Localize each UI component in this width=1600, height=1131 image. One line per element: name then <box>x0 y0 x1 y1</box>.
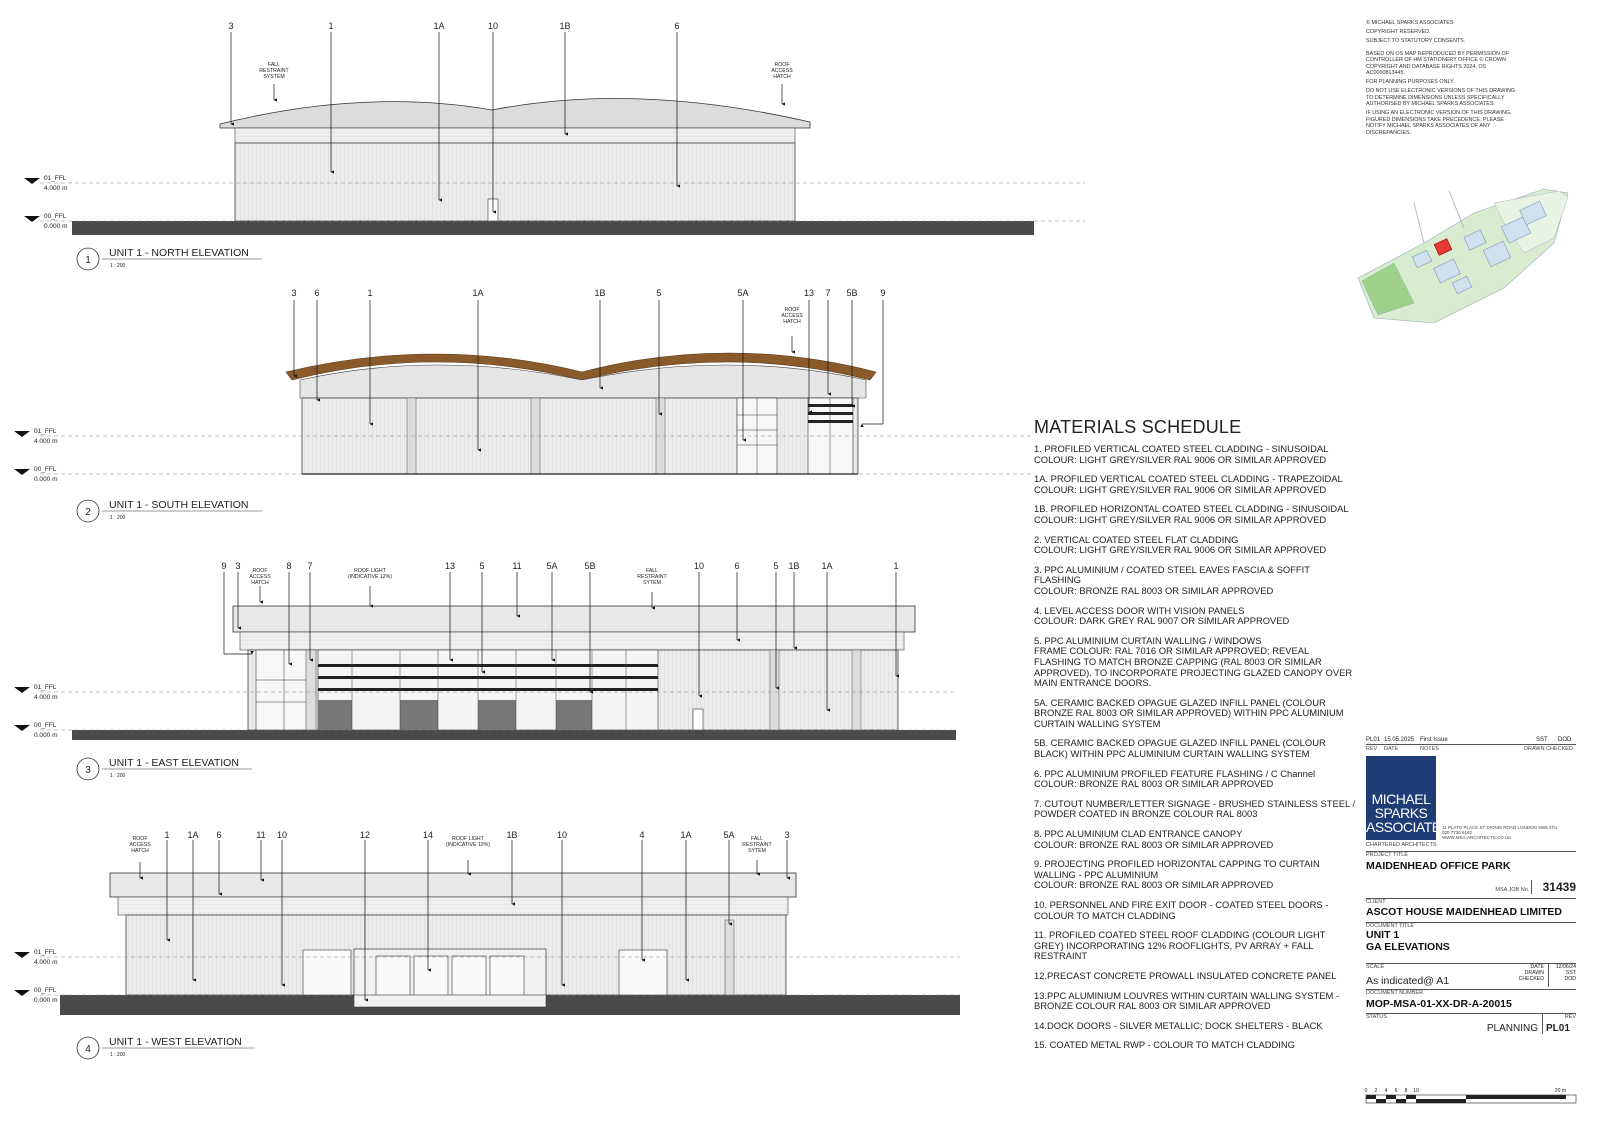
firm-web: WWW.MSA-ARCHITECTS.CO.UK <box>1442 835 1512 840</box>
job-number-row <box>1366 880 1576 894</box>
west-elevation-title: UNIT 1 - WEST ELEVATION <box>109 1036 242 1048</box>
east-level-00: 00_FFL <box>34 722 57 729</box>
note-line: © MICHAEL SPARKS ASSOCIATES <box>1366 20 1454 26</box>
south-callout-13: 13 <box>803 288 815 298</box>
firm-address <box>1442 825 1576 840</box>
west-callout-1a: 1A <box>187 830 199 840</box>
scale-label: SCALE <box>1366 964 1385 970</box>
east-callout-5: 5 <box>479 561 485 571</box>
material-item: 5A. CERAMIC BACKED OPAGUE GLAZED INFILL PANEL (COLOUR BRONZE RAL 8003 OR SIMILAR APPROVED) WITHIN PPC ALUMINIUM CURTAIN WALLING SYSTEM <box>1034 696 1344 729</box>
document-number: MOP-MSA-01-XX-DR-A-20015 <box>1366 998 1512 1010</box>
west-elevation <box>40 840 960 1015</box>
scale-bar-tick-label: 2 <box>1374 1088 1378 1094</box>
scale-bar-tick-label: 8 <box>1404 1088 1408 1094</box>
scale-bar-tick-label: 6 <box>1394 1088 1398 1094</box>
scale-bar-tick-label: 20 m <box>1554 1088 1566 1094</box>
materials-list <box>1034 444 1364 1051</box>
west-elevation-scale: 1 : 200 <box>110 1052 126 1058</box>
east-elevation-number: 3 <box>85 765 91 776</box>
west-level-00-height: 0.000 m <box>34 997 58 1004</box>
rev-header-rev: REV <box>1366 746 1378 752</box>
east-elevation-scale: 1 : 200 <box>110 773 126 779</box>
east-annotation: FALL RESTRAINT SYTEM <box>637 568 667 586</box>
north-annotation: ROOF ACCESS HATCH <box>771 62 793 80</box>
checked-value: DOD <box>1564 976 1576 982</box>
east-callout-1b: 1B <box>788 561 800 571</box>
scale-row <box>1366 963 1576 987</box>
site-key-plan <box>1354 183 1574 333</box>
east-level-01: 01_FFL <box>34 684 57 691</box>
west-elevation-number: 4 <box>85 1044 91 1055</box>
west-callout-5a: 5A <box>723 830 735 840</box>
east-callout-8: 8 <box>286 561 292 571</box>
material-item: 7. CUTOUT NUMBER/LETTER SIGNAGE - BRUSHED STAINLESS STEEL / POWDER COATED IN BRONZE COLOUR RAL 8003 <box>1034 797 1356 820</box>
date-label: DATE <box>1530 964 1544 970</box>
east-callout-3: 3 <box>235 561 241 571</box>
east-callout-1a: 1A <box>821 561 833 571</box>
status-label: STATUS <box>1366 1014 1387 1020</box>
rev-label: REV <box>1564 1014 1576 1020</box>
job-number: 31439 <box>1531 880 1576 894</box>
revision-row <box>1366 737 1576 744</box>
south-callout-6: 6 <box>314 288 320 298</box>
material-item: 1. PROFILED VERTICAL COATED STEEL CLADDING - SINUSOIDAL COLOUR: LIGHT GREY/SILVER RAL 9006 OR SIMILAR APPROVED <box>1034 443 1329 465</box>
level-markers <box>14 175 68 1004</box>
material-item: 6. PPC ALUMINIUM PROFILED FEATURE FLASHING / C Channel COLOUR: BRONZE RAL 8003 OR SIMILAR APPROVED <box>1034 767 1316 790</box>
south-elevation-number: 2 <box>85 507 91 518</box>
note-line: SUBJECT TO STATUTORY CONSENTS. <box>1366 38 1466 44</box>
south-level-00: 00_FFL <box>34 466 57 473</box>
south-level-01-height: 4.000 m <box>34 438 58 445</box>
south-callout-5b: 5B <box>846 288 858 298</box>
east-callout-6: 6 <box>734 561 740 571</box>
document-number-label: DOCUMENT NUMBER <box>1366 989 1576 996</box>
south-callout-3: 3 <box>291 288 297 298</box>
status-row <box>1366 1013 1576 1034</box>
note-line: DO NOT USE ELECTRONIC VERSIONS OF THIS DRAWING TO DETERMINE DIMENSIONS UNLESS SPECIFICALLY AUTHORISED BY MICHAEL SPARKS ASSOCIATES. <box>1366 88 1516 107</box>
south-annotation: ROOF ACCESS HATCH <box>781 307 803 325</box>
material-item: 4. LEVEL ACCESS DOOR WITH VISION PANELS COLOUR: DARK GREY RAL 9007 OR SIMILAR APPROVED <box>1034 604 1290 627</box>
material-item: 9. PROJECTING PROFILED HORIZONTAL CAPPING TO CURTAIN WALLING - PPC ALUMINIUM COLOUR: BRONZE RAL 8003 OR SIMILAR APPROVED <box>1034 858 1320 891</box>
north-callout-1: 1 <box>328 21 334 31</box>
east-level-01-height: 4.000 m <box>34 694 58 701</box>
north-level-00: 00_FFL <box>44 213 67 220</box>
south-callout-7: 7 <box>825 288 831 298</box>
status-value: PLANNING <box>1486 1023 1538 1034</box>
material-item: 12.PRECAST CONCRETE PROWALL INSULATED CONCRETE PANEL <box>1034 969 1337 981</box>
title-block <box>1366 737 1576 1034</box>
drawn-value: SST <box>1565 970 1576 976</box>
scale-bar-tick-label: 0 <box>1364 1088 1368 1094</box>
copyright-notes <box>1366 20 1526 139</box>
west-callout-1b: 1B <box>506 830 518 840</box>
north-callout-10: 10 <box>487 21 499 31</box>
project-title-label: PROJECT TITLE <box>1366 851 1576 858</box>
north-callout-6: 6 <box>674 21 680 31</box>
south-level-00-height: 0.000 m <box>34 476 58 483</box>
west-callout-11: 11 <box>256 830 266 840</box>
scale-bar-tick-label: 4 <box>1384 1088 1388 1094</box>
north-level-01-height: 4.000 m <box>44 185 68 192</box>
firm-logo <box>1366 756 1450 840</box>
note-line: IF USING AN ELECTRONIC VERSION OF THIS DRAWING, FIGURED DIMENSIONS TAKE PRECEDENCE. PLEASE NOTIFY MICHAEL SPARKS ASSOCIATES OF ANY DISCREPANCIES. <box>1366 110 1512 136</box>
materials-schedule-heading: MATERIALS SCHEDULE <box>1034 417 1242 437</box>
material-item: 8. PPC ALUMINIUM CLAD ENTRANCE CANOPY COLOUR: BRONZE RAL 8003 OR SIMILAR APPROVED <box>1034 828 1274 850</box>
rev-row-checked: DOD <box>1558 737 1572 743</box>
logo-line: SPARKS <box>1374 805 1428 821</box>
south-elevation <box>40 300 1034 478</box>
project-title: MAIDENHEAD OFFICE PARK <box>1366 860 1511 872</box>
north-callout-1a: 1A <box>433 21 445 31</box>
east-callout-10: 10 <box>693 561 705 571</box>
scale-bar <box>1366 1085 1576 1107</box>
north-elevation <box>40 32 1085 235</box>
west-annotation: ROOF LIGHT (INDICATIVE 12%) <box>445 836 491 848</box>
material-item: 11. PROFILED COATED STEEL ROOF CLADDING (COLOUR LIGHT GREY) INCORPORATING 12% ROOFLIGHTS, PV ARRAY + FALL RESTRAINT <box>1034 929 1326 962</box>
south-callout-5: 5 <box>656 288 662 298</box>
south-callout-9: 9 <box>880 288 886 298</box>
rev-header-drawn: DRAWN <box>1524 746 1545 752</box>
rev-header-notes: NOTES <box>1420 746 1439 752</box>
material-item: 14.DOCK DOORS - SILVER METALLIC; DOCK SHELTERS - BLACK <box>1034 1019 1323 1031</box>
client-name: ASCOT HOUSE MAIDENHEAD LIMITED <box>1366 906 1563 918</box>
west-level-01: 01_FFL <box>34 949 57 956</box>
material-item: 13.PPC ALUMINIUM LOUVRES WITHIN CURTAIN WALLING SYSTEM - BRONZE COLOUR RAL 8003 OR SIMILAR APPROVED <box>1034 989 1340 1012</box>
east-callout-5a: 5A <box>546 561 558 571</box>
north-callout-1b: 1B <box>559 21 571 31</box>
firm-phone: 020 7736 6162 <box>1442 830 1473 835</box>
east-callout-7: 7 <box>307 561 313 571</box>
scale-bar-tick-label: 10 <box>1413 1088 1419 1094</box>
east-callout-5: 5 <box>773 561 779 571</box>
checked-label: CHECKED <box>1518 976 1544 982</box>
material-item: 5. PPC ALUMINIUM CURTAIN WALLING / WINDOWS FRAME COLOUR: RAL 7016 OR SIMILAR APPROVED; REVEAL FLASHING TO MATCH BRONZE CAPPING (RAL 8003 OR SIMILAR APPROVED). TO INCORPORATE PROJECTING GLAZED CANOPY OVER MAIN ENTRANCE DOORS. <box>1034 634 1353 689</box>
material-item: 5B. CERAMIC BACKED OPAGUE GLAZED INFILL PANEL (COLOUR BLACK) WITHIN PPC ALUMINIUM CURTAIN WALLING SYSTEM <box>1034 737 1326 760</box>
south-callout-1: 1 <box>367 288 373 298</box>
west-callout-12: 12 <box>359 830 371 840</box>
logo-line: MICHAEL <box>1371 791 1431 807</box>
east-annotation: ROOF LIGHT (INDICATIVE 12%) <box>347 568 393 580</box>
rev-header-date: DATE <box>1384 746 1399 752</box>
document-title-line-1: UNIT 1 <box>1366 929 1400 941</box>
rev-row-date: 15.05.2025 <box>1384 737 1415 743</box>
west-callout-14: 14 <box>422 830 434 840</box>
south-level-01: 01_FFL <box>34 428 57 435</box>
note-line: FOR PLANNING PURPOSES ONLY. <box>1366 79 1455 85</box>
document-title-line-2: GA ELEVATIONS <box>1366 941 1450 953</box>
west-callout-10: 10 <box>556 830 568 840</box>
north-elevation-number: 1 <box>85 255 91 266</box>
revision-headers <box>1366 744 1576 752</box>
east-callout-1: 1 <box>893 561 899 571</box>
rev-row-note: First Issue <box>1420 737 1448 743</box>
north-callout-3: 3 <box>228 21 234 31</box>
south-elevation-scale: 1 : 200 <box>110 515 126 521</box>
document-title-label: DOCUMENT TITLE <box>1366 922 1576 929</box>
rev-value: PL01 <box>1546 1023 1570 1034</box>
north-elevation-title: UNIT 1 - NORTH ELEVATION <box>109 247 249 259</box>
west-callout-1: 1 <box>164 830 170 840</box>
job-number-label: MSA JOB No. <box>1495 887 1530 893</box>
scale-bar-segments <box>1366 1095 1576 1103</box>
west-callout-6: 6 <box>216 830 222 840</box>
south-elevation-title: UNIT 1 - SOUTH ELEVATION <box>109 499 249 511</box>
firm-type: CHARTERED ARCHITECTS <box>1366 842 1437 848</box>
west-annotation: ROOF ACCESS HATCH <box>129 836 151 854</box>
south-callout-5a: 5A <box>737 288 749 298</box>
east-ground <box>72 730 956 740</box>
client-label: CLIENT <box>1366 898 1576 905</box>
drawn-label: DRAWN <box>1524 970 1544 976</box>
east-callout-5b: 5B <box>584 561 596 571</box>
east-elevation-title: UNIT 1 - EAST ELEVATION <box>109 757 239 769</box>
note-line: COPYRIGHT RESERVED. <box>1366 29 1431 35</box>
east-callout-13: 13 <box>444 561 456 571</box>
south-callout-1a: 1A <box>472 288 484 298</box>
material-item: 3. PPC ALUMINIUM / COATED STEEL EAVES FASCIA & SOFFIT FLASHING COLOUR: BRONZE RAL 8003 OR SIMILAR APPROVED <box>1034 563 1310 596</box>
firm-row <box>1366 756 1576 840</box>
north-level-01: 01_FFL <box>44 175 67 182</box>
north-ground <box>72 221 1034 235</box>
east-callout-9: 9 <box>221 561 227 571</box>
east-elevation <box>40 572 956 740</box>
rev-row-drawn: SST <box>1536 737 1548 743</box>
west-level-01-height: 4.000 m <box>34 959 58 966</box>
material-item: 2. VERTICAL COATED STEEL FLAT CLADDING COLOUR: LIGHT GREY/SILVER RAL 9006 OR SIMILAR APPROVED <box>1034 533 1327 556</box>
north-level-00-height: 0.000 m <box>44 223 68 230</box>
east-level-00-height: 0.000 m <box>34 732 58 739</box>
note-line: BASED ON OS MAP REPRODUCED BY PERMISSION OF CONTROLLER OF HM STATIONERY OFFICE © CROWN COPYRIGHT AND DATABASE RIGHTS 2024. OS AC0000813445. <box>1366 50 1509 76</box>
material-item: 15. COATED METAL RWP - COLOUR TO MATCH CLADDING <box>1034 1039 1295 1051</box>
firm-address-line: 11 PLATO PLACE ST DIONIS ROAD LONDON SW6 4TU <box>1442 825 1558 830</box>
north-elevation-scale: 1 : 200 <box>110 263 126 269</box>
logo-line: ASSOCIATES <box>1366 819 1450 835</box>
scale-value: As indicated@ A1 <box>1366 975 1450 987</box>
material-item: 1A. PROFILED VERTICAL COATED STEEL CLADDING - TRAPEZOIDAL COLOUR: LIGHT GREY/SILVER RAL 9006 OR SIMILAR APPROVED <box>1034 473 1343 495</box>
rev-row-rev: PL01 <box>1366 737 1381 743</box>
north-roof <box>220 98 810 128</box>
north-annotation: FALL RESTRAINT SYSTEM <box>259 62 289 80</box>
east-callout-11: 11 <box>512 561 522 571</box>
west-level-00: 00_FFL <box>34 987 57 994</box>
materials-schedule <box>1034 417 1364 1060</box>
west-callout-10: 10 <box>276 830 288 840</box>
west-annotation: FALL RESTRAINT SYTEM <box>742 836 772 854</box>
west-callout-4: 4 <box>639 830 645 840</box>
west-callout-1a: 1A <box>680 830 692 840</box>
east-annotation: ROOF ACCESS HATCH <box>249 568 271 586</box>
date-value: 12/06/24 <box>1555 964 1576 970</box>
south-callout-1b: 1B <box>594 288 606 298</box>
material-item: 1B. PROFILED HORIZONTAL COATED STEEL CLADDING - SINUSOIDAL COLOUR: LIGHT GREY/SILVER RAL 9006 OR SIMILAR APPROVED <box>1034 503 1349 525</box>
material-item: 10. PERSONNEL AND FIRE EXIT DOOR - COATED STEEL DOORS - COLOUR TO MATCH CLADDING <box>1034 899 1329 921</box>
rev-header-checked: CHECKED <box>1546 746 1573 752</box>
west-callout-3: 3 <box>784 830 790 840</box>
